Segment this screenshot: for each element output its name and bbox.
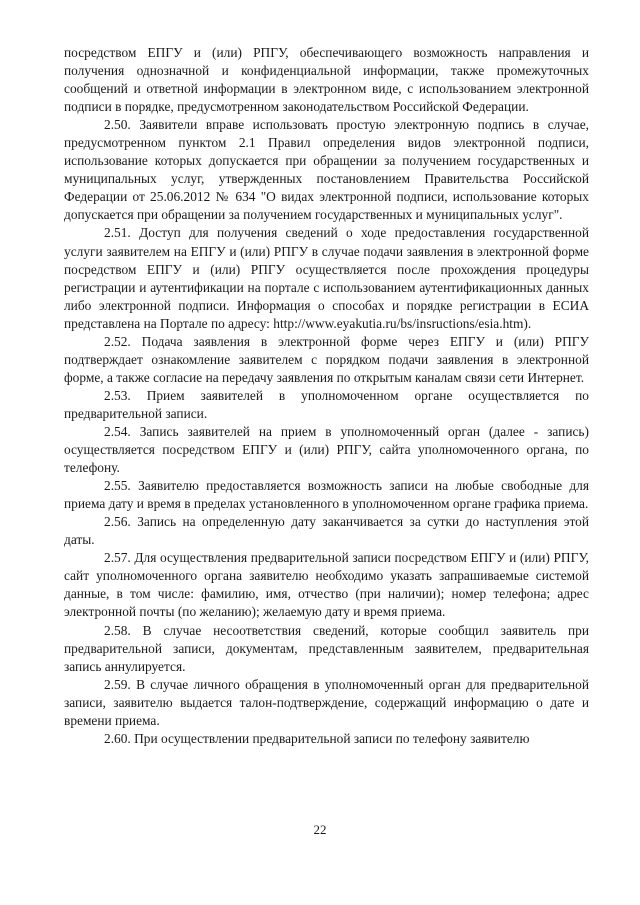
paragraph-2-51 bbox=[64, 224, 589, 332]
paragraph-number: 2.53. bbox=[104, 387, 131, 403]
paragraph-number: 2.56. bbox=[104, 514, 131, 530]
paragraph-2-54 bbox=[64, 423, 589, 477]
paragraph-text: Для осуществления предварительной записи посредством ЕПГУ и (или) РПГУ, сайт уполномоченного органа заявителю необходимо указать запрашиваемые системой данные, в том числе: фамилию, имя, отчество (при наличии); номер телефона; адрес электронной почты (по желанию); желаемую дату и время приема. bbox=[64, 550, 589, 620]
paragraph-2-53 bbox=[64, 387, 589, 423]
paragraph-number: 2.54. bbox=[104, 423, 131, 439]
paragraph-2-57 bbox=[64, 549, 589, 621]
paragraph-number: 2.60. bbox=[104, 730, 131, 746]
paragraph-text: Заявители вправе использовать простую электронную подпись в случае, предусмотренном пунктом 2.1 Правил определения видов электронной подписи, использование которых допускается при обращении за получением государственных и муниципальных услуг, утвержденных постановлением Правительства Российской Федерации от 25.06.2012 № 634 "О видах электронной подписи, использование которых допускается при обращении за получением государственных и муниципальных услуг". bbox=[64, 117, 589, 223]
document-body bbox=[64, 44, 589, 748]
paragraph-text: посредством ЕПГУ и (или) РПГУ, обеспечивающего возможность направления и получения однозначной и конфиденциальной информации, также промежуточных сообщений и ответной информации в электронном виде, с использованием электронной подписи в порядке, предусмотренном законодательством Российской Федерации. bbox=[64, 45, 589, 115]
paragraph-number: 2.58. bbox=[104, 622, 131, 638]
paragraph-text: Заявителю предоставляется возможность записи на любые свободные для приема дату и время в пределах установленного в уполномоченном органе графика приема. bbox=[64, 478, 589, 512]
paragraph-number: 2.50. bbox=[104, 117, 131, 133]
paragraph-text: В случае несоответствия сведений, которые сообщил заявитель при предварительной записи, документам, представленным заявителем, предварительная запись аннулируется. bbox=[64, 622, 589, 674]
paragraph-2-58 bbox=[64, 622, 589, 676]
paragraph-number: 2.55. bbox=[104, 478, 131, 494]
paragraph-continuation bbox=[64, 44, 589, 116]
paragraph-number: 2.59. bbox=[104, 676, 131, 692]
page-number: 22 bbox=[313, 822, 327, 837]
paragraph-text: Запись на определенную дату заканчивается за сутки до наступления этой даты. bbox=[64, 514, 589, 548]
paragraph-text: При осуществлении предварительной записи по телефону заявителю bbox=[134, 730, 530, 746]
paragraph-number: 2.57. bbox=[104, 550, 131, 566]
paragraph-number: 2.52. bbox=[104, 333, 131, 349]
paragraph-text: Запись заявителей на прием в уполномоченный орган (далее - запись) осуществляется посредством ЕПГУ и (или) РПГУ, сайта уполномоченного органа, по телефону. bbox=[64, 423, 589, 476]
paragraph-text: Прием заявителей в уполномоченном органе осуществляется по предварительной записи. bbox=[64, 387, 589, 421]
paragraph-text: Подача заявления в электронной форме через ЕПГУ и (или) РПГУ подтверждает ознакомление заявителем с порядком подачи заявления в электронной форме, а также согласие на передачу заявления по открытым каналам связи сети Интернет. bbox=[64, 333, 589, 385]
paragraph-2-56 bbox=[64, 513, 589, 549]
paragraph-2-52 bbox=[64, 333, 589, 387]
paragraph-text: В случае личного обращения в уполномоченный орган для предварительной записи, заявителю выдается талон-подтверждение, содержащий информацию о дате и времени приема. bbox=[64, 676, 589, 728]
paragraph-number: 2.51. bbox=[104, 225, 131, 241]
paragraph-2-55 bbox=[64, 477, 589, 513]
paragraph-2-50 bbox=[64, 116, 589, 224]
paragraph-text: Доступ для получения сведений о ходе предоставления государственной услуги заявителем на ЕПГУ и (или) РПГУ в случае подачи заявления в электронной форме посредством ЕПГУ и (или) РПГУ осуществляется после прохождения процедуры регистрации и аутентификации на портале с использованием аутентификационных данных либо электронной подписи. Информация о способах и порядке регистрации в ЕСИА представлена на Портале по адресу: http://www.eyakutia.ru/bs/insructions/esia.htm). bbox=[64, 225, 589, 331]
paragraph-2-60 bbox=[64, 730, 589, 748]
paragraph-2-59 bbox=[64, 676, 589, 730]
